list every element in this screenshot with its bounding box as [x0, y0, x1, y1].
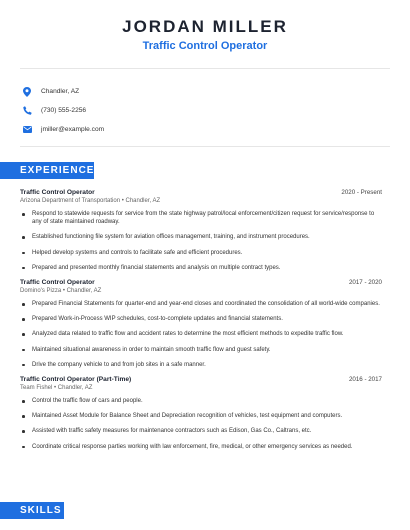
- job-bullet: Analyzed data related to traffic flow and accident rates to determine the most efficient methods to expedite traffic flow.: [20, 330, 382, 338]
- job-employer: Arizona Department of Transportation: [20, 198, 121, 204]
- candidate-name: JORDAN MILLER: [122, 17, 288, 36]
- job-bullet: Prepared and presented monthly financial statements and analysis on multiple contract types.: [20, 264, 382, 272]
- job-bullet: Prepared Financial Statements for quarter-end and year-end closes and coordinated the consolidation of all world-wide companies.: [20, 300, 382, 308]
- job-bullet: Established functioning file system for aviation offices management, training, and instrument procedures.: [20, 233, 382, 241]
- job-dates: 2017 - 2020: [348, 279, 382, 287]
- job-employer-location: Domino's Pizza • Chandler, AZ: [20, 288, 102, 295]
- job-bullets: [20, 300, 382, 369]
- job-bullet: Drive the company vehicle to and from job sites in a safe manner.: [20, 361, 382, 369]
- job-title: Traffic Control Operator (Part-Time): [20, 376, 132, 384]
- job-bullet: Coordinate critical response parties working with law enforcement, fire, medical, or other emergency services as needed.: [20, 443, 382, 451]
- job-bullets: [20, 397, 382, 451]
- contact-divider: [20, 146, 390, 147]
- job-entry: [20, 189, 382, 272]
- job-location: Chandler, AZ: [66, 288, 102, 295]
- contact-location: [22, 82, 104, 101]
- job-title: Traffic Control Operator: [20, 189, 95, 196]
- job-bullet: Respond to statewide requests for service from the state highway patrol/local enforcement/citizen request for service/response to any of state maintained roadway.: [20, 210, 382, 226]
- job-bullet: Maintained Asset Module for Balance Sheet and Depreciation recognition of vehicles, test equipment and computers.: [20, 412, 382, 420]
- email-icon: [22, 125, 32, 135]
- job-bullet: Prepared Work-in-Process WIP schedules, cost-to-complete updates and financial statements.: [20, 315, 382, 323]
- location-pin-icon: [22, 87, 32, 97]
- job-entry: [20, 279, 382, 369]
- job-location: Chandler, AZ: [57, 385, 93, 392]
- job-dates: 2016 - 2017: [348, 376, 382, 384]
- job-employer: Domino's Pizza: [20, 288, 62, 295]
- resume-header: [0, 0, 410, 52]
- job-dates: 2020 - Present: [341, 189, 382, 196]
- experience-section-heading: EXPERIENCE: [0, 162, 94, 179]
- contact-email-text[interactable]: jmiller@example.com: [41, 126, 105, 133]
- job-employer-location: Team Fishel • Chandler, AZ: [20, 385, 93, 392]
- job-bullets: [20, 210, 382, 272]
- header-divider: [20, 68, 390, 69]
- contact-phone-text[interactable]: (730) 555-2256: [41, 107, 87, 114]
- job-entry: [20, 376, 382, 451]
- job-employer-location: Arizona Department of Transportation • Chandler, AZ: [20, 198, 161, 204]
- skills-section-heading: SKILLS: [0, 502, 64, 519]
- job-bullet: Helped develop systems and controls to facilitate safe and efficient procedures.: [20, 249, 382, 257]
- job-location: Chandler, AZ: [125, 198, 161, 204]
- phone-icon: [22, 106, 32, 116]
- job-bullet: Maintained situational awareness in order to maintain smooth traffic flow and guest safety.: [20, 346, 382, 354]
- job-title-heading: Traffic Control Operator: [142, 40, 268, 52]
- job-employer: Team Fishel: [20, 385, 53, 392]
- job-bullet: Control the traffic flow of cars and people.: [20, 397, 382, 405]
- contact-email: [22, 120, 104, 139]
- contact-list: [22, 82, 104, 139]
- experience-list: [20, 189, 382, 458]
- job-title: Traffic Control Operator: [20, 279, 95, 287]
- job-bullet: Assisted with traffic safety measures for maintenance contractors such as Edison, Gas Co., Caltrans, etc.: [20, 427, 382, 435]
- contact-location-text: Chandler, AZ: [41, 88, 80, 95]
- contact-phone: [22, 101, 104, 120]
